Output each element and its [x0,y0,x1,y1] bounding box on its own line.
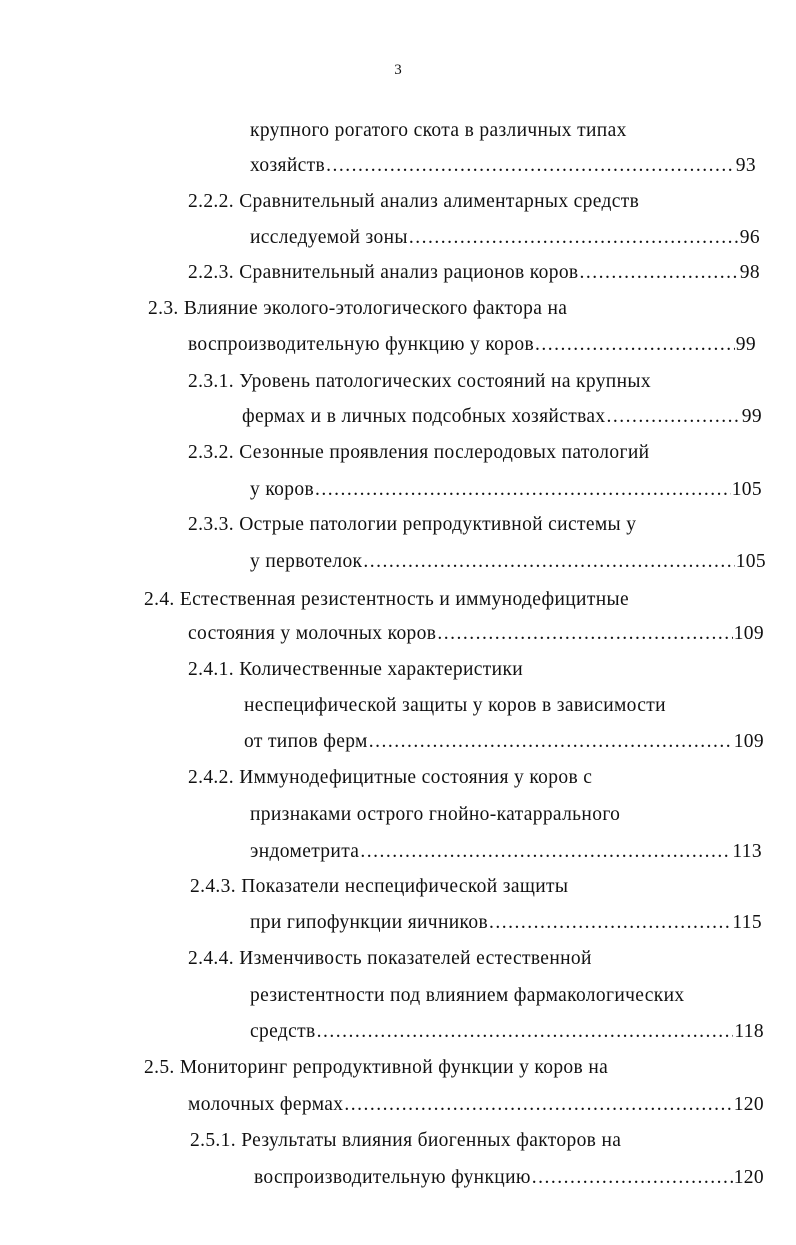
toc-line [250,116,627,146]
toc-text: эндометрита [250,841,360,862]
toc-line [244,691,666,721]
toc-text: неспецифической защиты у коров в зависимости [244,695,666,716]
toc-text: хозяйств [250,155,326,176]
dot-leader [360,837,731,867]
toc-text: 2.5.1. Результаты влияния биогенных факторов на [190,1130,622,1151]
dot-leader [532,1163,733,1193]
dot-leader [409,223,739,253]
toc-entry [188,619,764,649]
toc-line [188,367,651,397]
dot-leader [363,547,734,577]
toc-page-number: 96 [739,227,760,248]
toc-page-number: 120 [733,1094,764,1115]
toc-text: резистентности под влиянием фармакологических [250,985,685,1006]
toc-line [144,585,629,615]
toc-text: у первотелок [250,551,363,572]
dot-leader [607,402,741,432]
toc-page-number: 118 [734,1021,764,1042]
toc-line [250,981,685,1011]
toc-line [190,1126,621,1156]
toc-line [188,944,592,974]
toc-text: 2.3.2. Сезонные проявления послеродовых патологий [188,442,650,463]
toc-entry [250,475,762,505]
toc-page-number: 105 [735,551,766,572]
toc-entry [244,727,764,757]
toc-line [250,800,620,830]
toc-entry [250,151,756,181]
toc-page-number: 98 [739,262,760,283]
toc-entry [188,1090,764,1120]
toc-page-number: 109 [733,623,764,644]
toc-text: состояния у молочных коров [188,623,437,644]
toc-text: молочных фермах [188,1094,344,1115]
dot-leader [535,330,735,360]
dot-leader [437,619,732,649]
toc-entry [188,330,756,360]
toc-line [188,763,592,793]
toc-entry [250,547,766,577]
toc-entry [250,837,762,867]
toc-page-number: 99 [741,406,762,427]
toc-text: 2.3.1. Уровень патологических состояний на крупных [188,371,651,392]
toc-page-number: 109 [733,731,764,752]
toc-page-number: 120 [733,1167,764,1188]
toc-entry [250,223,760,253]
page-number: 3 [394,62,402,78]
dot-leader [326,151,735,181]
toc-entry [250,1017,764,1047]
toc-text: 2.4.3. Показатели неспецифической защиты [190,876,569,897]
dot-leader [579,258,738,288]
toc-text: 2.3. Влияние эколого-этологического фактора на [148,298,568,319]
toc-text: 2.5. Мониторинг репродуктивной функции у коров на [144,1057,609,1078]
dot-leader [369,727,733,757]
toc-page-number: 105 [731,479,762,500]
toc-line [190,872,568,902]
toc-text: 2.4.4. Изменчивость показателей естественной [188,948,592,969]
toc-line [148,294,567,324]
toc-line [188,187,639,217]
toc-text: крупного рогатого скота в различных типах [250,120,627,141]
toc-text: признаками острого гнойно-катаррального [250,804,621,825]
toc-page-number: 113 [732,841,762,862]
toc-text: воспроизводительную функцию [254,1167,531,1188]
toc-entry [188,258,760,288]
toc-text: 2.2.3. Сравнительный анализ рационов коров [188,262,579,283]
toc-text: 2.2.2. Сравнительный анализ алиментарных средств [188,191,640,212]
toc-line [144,1053,608,1083]
toc-text: исследуемой зоны [250,227,408,248]
dot-leader [317,1017,734,1047]
toc-text: при гипофункции яичников [250,912,489,933]
toc-line [188,510,636,540]
toc-text: от типов ферм [244,731,368,752]
toc-entry [254,1163,764,1193]
dot-leader [315,475,731,505]
toc-text: 2.4. Естественная резистентность и иммунодефицитные [144,589,629,610]
toc-page-number: 93 [735,155,756,176]
dot-leader [344,1090,732,1120]
toc-text: у коров [250,479,315,500]
toc-page-number: 99 [735,334,756,355]
toc-text: средств [250,1021,316,1042]
toc-line [188,655,523,685]
toc-text: 2.3.3. Острые патологии репродуктивной системы у [188,514,637,535]
toc-text: воспроизводительную функцию у коров [188,334,535,355]
toc-line [188,438,649,468]
toc-entry [242,402,762,432]
dot-leader [489,908,731,938]
toc-text: фермах и в личных подсобных хозяйствах [242,406,606,427]
toc-text: 2.4.1. Количественные характеристики [188,659,524,680]
toc-page-number: 115 [732,912,762,933]
toc-text: 2.4.2. Иммунодефицитные состояния у коров с [188,767,593,788]
toc-entry [250,908,762,938]
